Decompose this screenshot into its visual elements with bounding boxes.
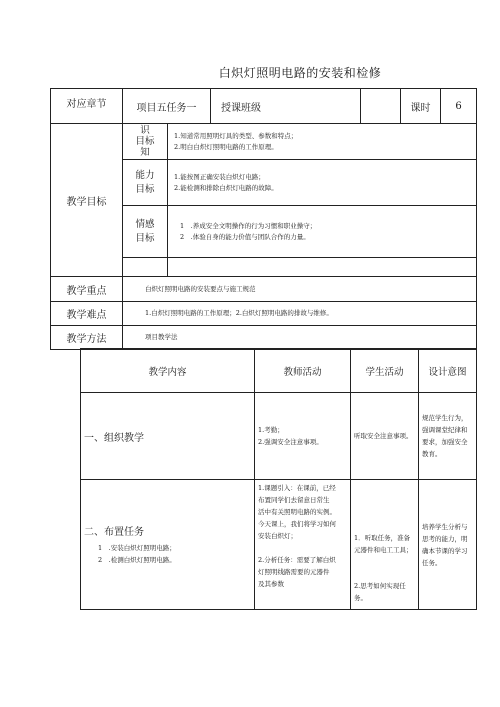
intent-line: 思考的能力，明 [422,534,468,543]
blank-cell [168,258,477,277]
key-points-value: 白炽灯照明电路的安装要点与施工规范 [123,277,477,302]
row-content-title: 二、布置任务 [84,527,144,538]
student-line: 1．听取任务，准备 [354,534,411,542]
student-line: 2.思考如何实现任 [354,582,406,590]
intent-line: 规范学生行为， [422,414,468,422]
chapter-value: 项目五任务一 [123,89,211,124]
difficulties-row [51,302,477,326]
student-line: 元器件和电工工具； [354,546,413,554]
student-line: 务。 [354,594,367,602]
ability-label-1: 能力 [135,169,155,181]
emotion-item: 2 .体验自身的能力价值与团队合作的力量。 [180,232,310,241]
hours-value: 6 [441,89,477,124]
teacher-line: 灯照明线路需要的元器件 [258,568,330,576]
intent-line: 培养学生分析与 [422,522,468,531]
hours-label: 课时 [401,89,441,124]
key-points-label: 教学重点 [51,277,123,302]
emotion-label-2: 目标 [135,232,155,244]
table-row [81,480,477,610]
row-teacher [255,480,351,610]
knowledge-label [123,124,168,160]
ability-item: 1.能按图正确安装白炽灯电路； [174,172,265,181]
student-line: 听取安全注意事项。 [354,432,413,440]
teacher-line: 及其参数 [258,580,284,588]
page-title: 白炽灯照明电路的安装和检修 [218,66,382,80]
intent-line: 教育。 [422,450,442,458]
row-intent [419,393,477,480]
process-header-row [81,349,477,393]
knowledge-items [168,124,477,160]
ability-label-2: 目标 [135,183,155,195]
difficulties-value: 1.白炽灯照明电路的工作原理；2.白炽灯照明电路的排故与维修。 [123,302,477,326]
methods-value: 项目教学法 [123,326,477,350]
teacher-line: 1.考勤； [258,426,284,434]
ability-label [123,160,168,206]
knowledge-item: 2.明白白炽灯照明电路的工作原理。 [174,142,278,151]
intent-line: 确本节课的学习 [422,546,468,555]
intent-line: 强调课堂纪律和 [422,426,468,434]
knowledge-label-bottom: 知 [140,147,150,158]
teacher-line: 布置同学们去留意日常生 [258,496,330,504]
header-student: 学生活动 [351,349,419,393]
teacher-line: 今天课上，我们将学习如何 [258,520,336,528]
content-sub-line: 2 .检测白炽灯照明电路。 [98,556,176,564]
student-line [354,556,415,568]
student-line [354,568,415,580]
teacher-line: 1.课题引入：在课前，已经 [258,484,336,492]
methods-label: 教学方法 [51,326,123,350]
teaching-process-table [80,348,477,610]
knowledge-label-top: 识 [140,125,150,136]
teacher-line [258,542,347,554]
knowledge-label-mid: 目标 [135,136,155,147]
class-value [361,89,401,124]
methods-row [51,326,477,350]
teacher-line: 2.分析任务：需要了解白炽 [258,556,336,564]
header-intent: 设计意图 [419,349,477,393]
row-content: 一、组织教学 [81,393,255,480]
teacher-line: 活中有关照明电路的实例。 [258,508,336,516]
header-teacher: 教师活动 [255,349,351,393]
knowledge-row [51,124,477,160]
class-label: 授课班级 [211,89,361,124]
row-student [351,480,419,610]
objectives-label: 教学目标 [51,124,123,277]
difficulties-label: 教学难点 [51,302,123,326]
lesson-info-table [50,88,477,350]
chapter-label: 对应章节 [51,89,123,124]
row-teacher [255,393,351,480]
table-row [81,393,477,480]
key-points-row [51,277,477,302]
emotion-items [168,206,477,258]
row-intent [419,480,477,610]
blank-cell [123,258,168,277]
knowledge-item: 1.知道常用照明灯具的类型、参数和特点； [174,131,298,140]
ability-item: 2.能检测和排除白炽灯电路的故障。 [174,183,278,192]
chapter-row [51,89,477,124]
intent-line: 要求，加强安全 [422,438,468,446]
teacher-line: 安装白炽灯； [258,532,297,540]
header-content: 教学内容 [81,349,255,393]
content-sub-line: 1 .安装白炽灯照明电路； [98,544,176,552]
row-student [351,393,419,480]
emotion-item: 1 .养成安全文明操作的行为习惯和职业操守； [180,221,317,230]
intent-line: 任务。 [422,558,442,567]
row-content-sub [84,542,254,566]
emotion-label-1: 情感 [135,218,155,230]
row-content [81,480,255,610]
ability-items [168,160,477,206]
emotion-label [123,206,168,258]
teacher-line: 2.强调安全注意事项。 [258,438,323,446]
